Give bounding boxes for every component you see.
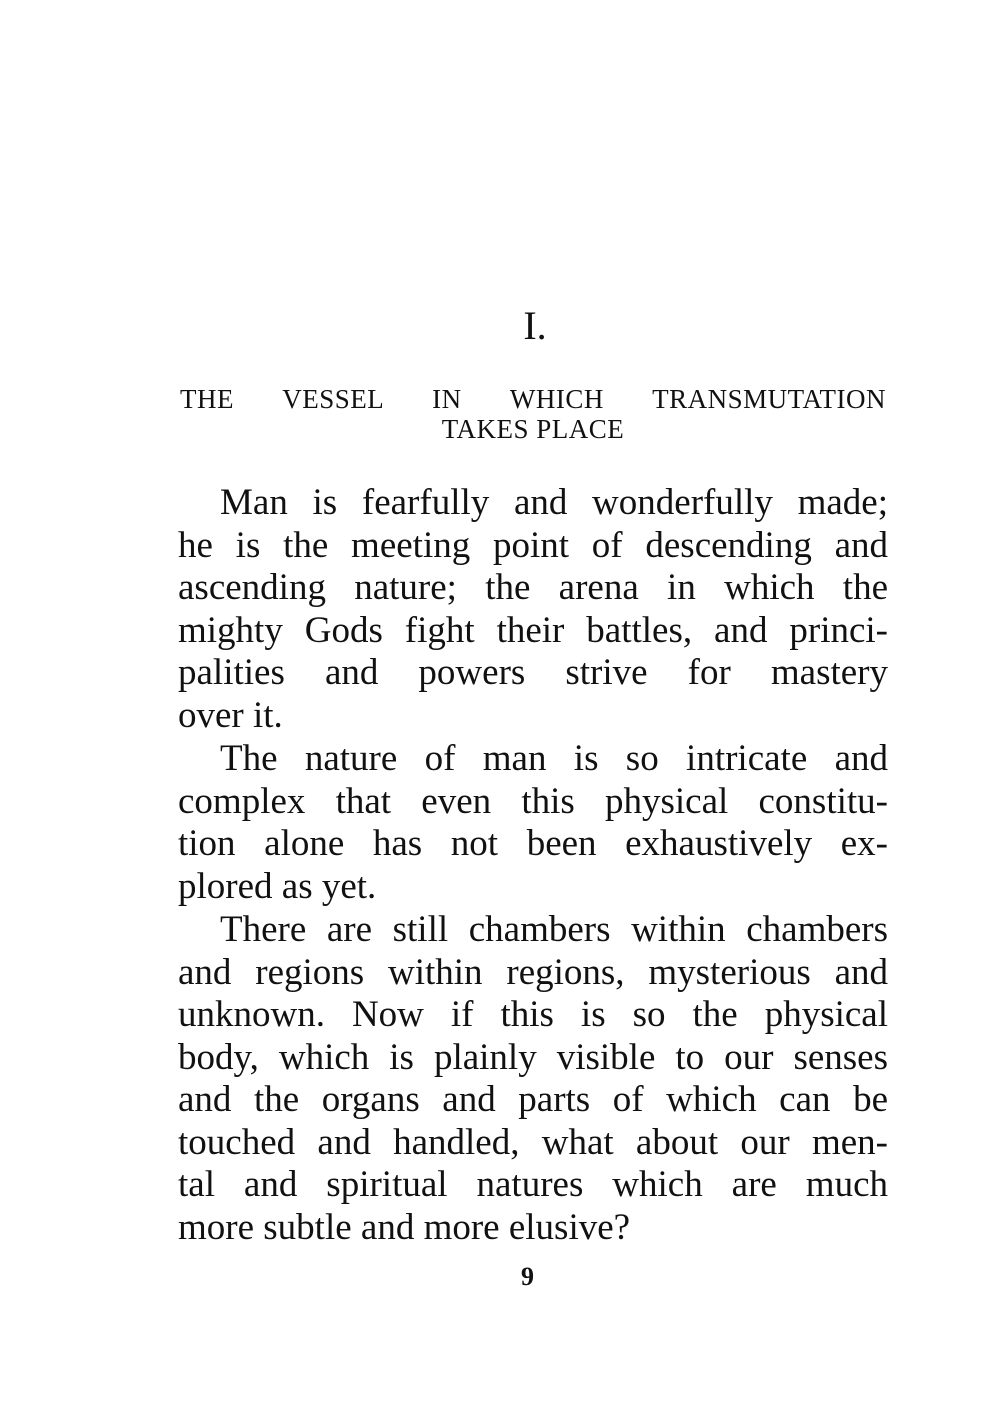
text-line: and regions within regions, mysterious and	[178, 951, 888, 993]
text-line: The nature of man is so intricate and	[220, 738, 888, 779]
paragraph-1	[178, 482, 888, 737]
chapter-number: I.	[523, 303, 547, 348]
paragraph-3	[178, 909, 888, 1249]
chapter-title	[180, 384, 886, 444]
text-line: tion alone has not been exhaustively ex-	[178, 823, 888, 864]
chapter-title-line-2: TAKES PLACE	[441, 414, 625, 444]
text-line: he is the meeting point of descending and	[178, 524, 888, 566]
text-line: ascending nature; the arena in which the	[178, 567, 888, 608]
text-line: touched and handled, what about our men-	[178, 1121, 888, 1163]
text-line: body, which is plainly visible to our senses	[178, 1036, 888, 1078]
text-line: more subtle and more elusive?	[178, 1206, 631, 1248]
text-line: unknown. Now if this is so the physical	[178, 994, 888, 1035]
text-line: palities and powers strive for mastery	[178, 652, 888, 693]
text-line: plored as yet.	[178, 865, 377, 907]
text-line: Man is fearfully and wonderfully made;	[220, 482, 888, 523]
text-line: There are still chambers within chambers	[220, 909, 888, 950]
paragraph-2	[178, 738, 888, 908]
text-line: tal and spiritual natures which are much	[178, 1164, 888, 1205]
page-number: 9	[521, 1262, 534, 1291]
text-line: complex that even this physical constitu-	[178, 780, 888, 822]
text-line: over it.	[178, 694, 283, 736]
text-line: mighty Gods fight their battles, and princi-	[178, 609, 888, 651]
chapter-title-line-1: THE VESSEL IN WHICH TRANSMUTATION	[180, 384, 886, 414]
text-line: and the organs and parts of which can be	[178, 1079, 888, 1120]
